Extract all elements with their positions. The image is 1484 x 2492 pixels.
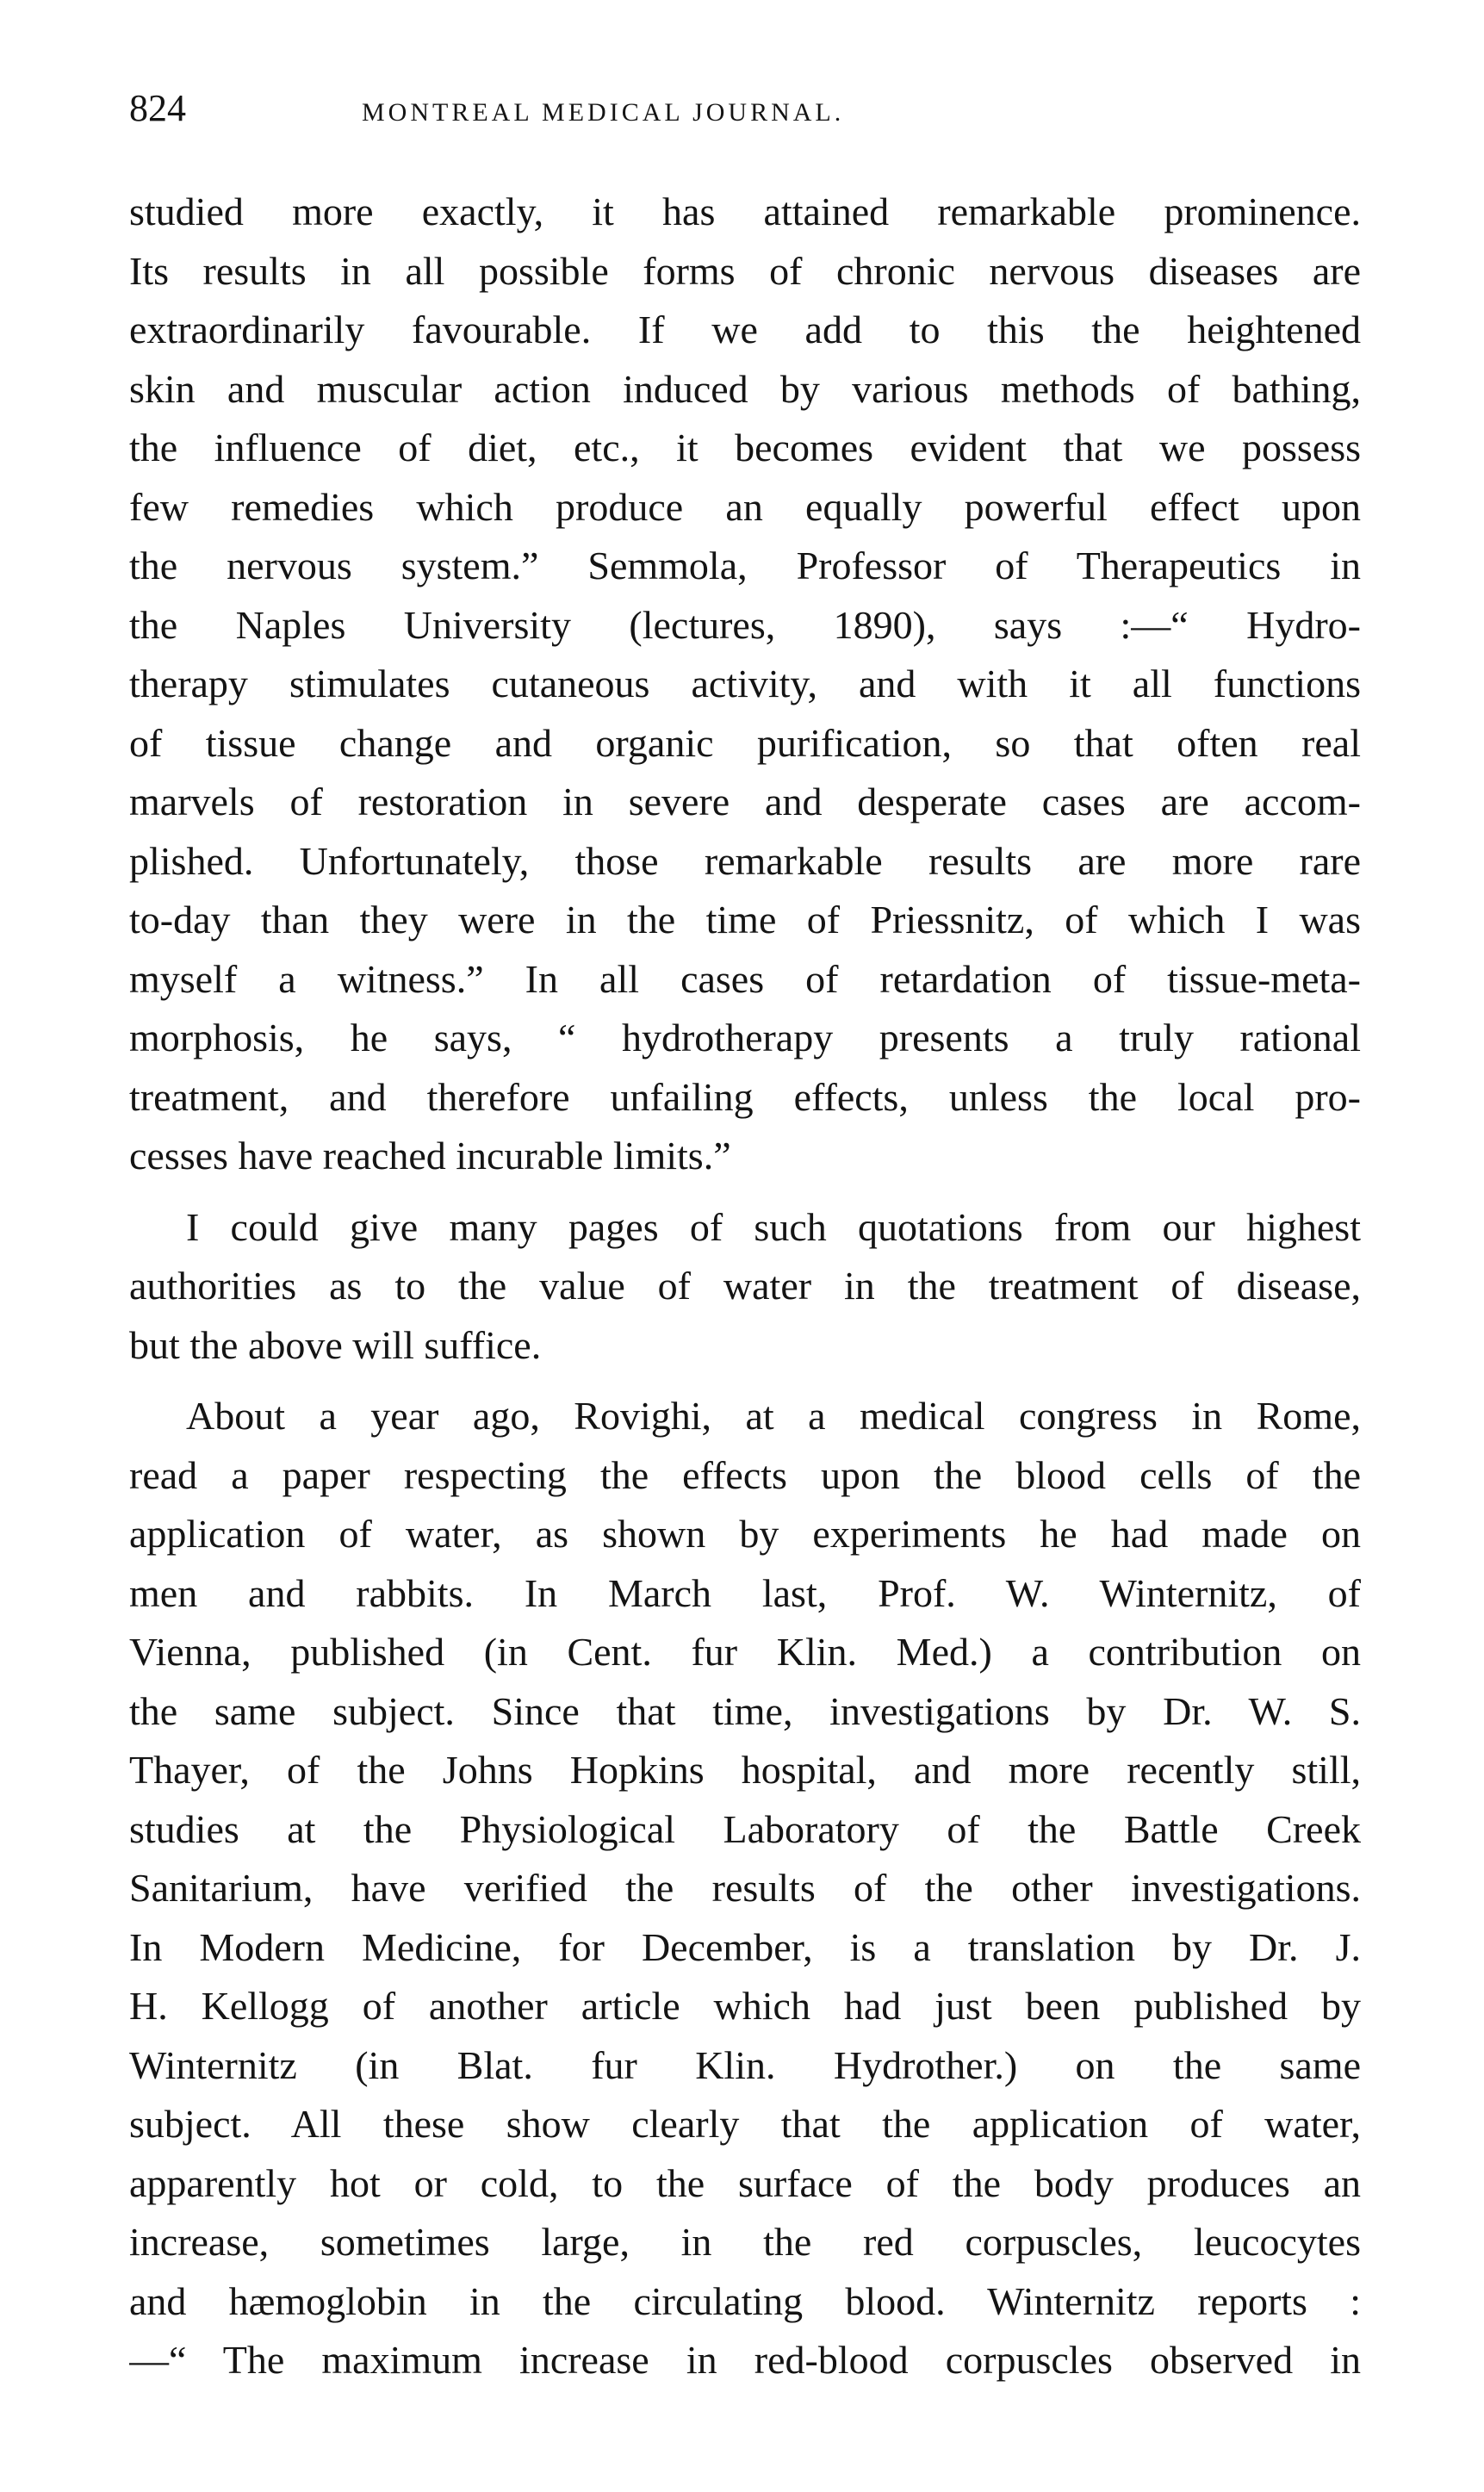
text-line: Sanitarium, have verified the results of the other investigations. (129, 1866, 1361, 1910)
text-line: subject. All these show clearly that the application of water, (129, 2102, 1361, 2146)
text-line: and hæmoglobin in the circulating blood. Winternitz reports : (129, 2278, 1361, 2323)
text-line: morphosis, he says, “ hydrotherapy presents a truly rational (129, 1016, 1361, 1060)
text-line: the Naples University (lectures, 1890), says :—“ Hydro- (129, 602, 1361, 647)
text-line: —“ The maximum increase in red-blood corpuscles observed in (129, 2338, 1361, 2382)
journal-title: MONTREAL MEDICAL JOURNAL. (362, 98, 845, 127)
running-head (129, 86, 1361, 146)
text-line: skin and muscular action induced by various methods of bathing, (129, 366, 1361, 411)
page-number: 824 (129, 87, 186, 129)
text-line: read a paper respecting the effects upon the blood cells of the (129, 1452, 1361, 1497)
text-line: the influence of diet, etc., it becomes evident that we possess (129, 426, 1361, 469)
text-line: plished. Unfortunately, those remarkable results are more rare (129, 838, 1361, 883)
text-line: treatment, and therefore unfailing effects, unless the local pro- (129, 1074, 1361, 1119)
text-line: studied more exactly, it has attained remarkable prominence. (129, 190, 1361, 233)
text-line: myself a witness.” In all cases of retardation of tissue-meta- (129, 956, 1361, 1001)
text-line: but the above will suffice. (129, 1322, 542, 1367)
paragraph-1 (129, 183, 1361, 1186)
text-line: Its results in all possible forms of chronic nervous diseases are (129, 248, 1361, 293)
text-line: About a year ago, Rovighi, at a medical congress in Rome, (186, 1394, 1361, 1438)
text-line: studies at the Physiological Laboratory of the Battle Creek (129, 1806, 1361, 1851)
text-line: the nervous system.” Semmola, Professor of Therapeutics in (129, 544, 1361, 587)
text-line: extraordinarily favourable. If we add to this the heightened (129, 308, 1361, 351)
text-line: Thayer, of the Johns Hopkins hospital, and more recently still, (129, 1748, 1361, 1792)
text-line: men and rabbits. In March last, Prof. W. Winternitz, of (129, 1570, 1361, 1615)
text-line: I could give many pages of such quotations from our highest (186, 1204, 1361, 1249)
paragraph-3 (129, 1387, 1361, 2390)
text-line: increase, sometimes large, in the red corpuscles, leucocytes (129, 2220, 1361, 2264)
text-line: marvels of restoration in severe and desperate cases are accom- (129, 780, 1361, 823)
paragraph-2 (129, 1198, 1361, 1376)
text-line: Winternitz (in Blat. fur Klin. Hydrother.) on the same (129, 2042, 1361, 2087)
text-line: to-day than they were in the time of Priessnitz, of which I was (129, 898, 1361, 941)
text-line: In Modern Medicine, for December, is a translation by Dr. J. (129, 1924, 1361, 1969)
text-line: therapy stimulates cutaneous activity, and with it all functions (129, 662, 1361, 705)
text-line: of tissue change and organic purification, so that often real (129, 720, 1361, 765)
text-line: application of water, as shown by experiments he had made on (129, 1512, 1361, 1556)
text-line: H. Kellogg of another article which had just been published by (129, 1984, 1361, 2028)
text-line: few remedies which produce an equally powerful effect upon (129, 484, 1361, 529)
text-line: the same subject. Since that time, investigations by Dr. W. S. (129, 1688, 1361, 1733)
text-line: cesses have reached incurable limits.” (129, 1134, 731, 1178)
text-line: authorities as to the value of water in the treatment of disease, (129, 1264, 1361, 1308)
journal-page (129, 86, 1361, 2402)
text-line: apparently hot or cold, to the surface of the body produces an (129, 2160, 1361, 2205)
text-line: Vienna, published (in Cent. fur Klin. Med.) a contribution on (129, 1630, 1361, 1674)
